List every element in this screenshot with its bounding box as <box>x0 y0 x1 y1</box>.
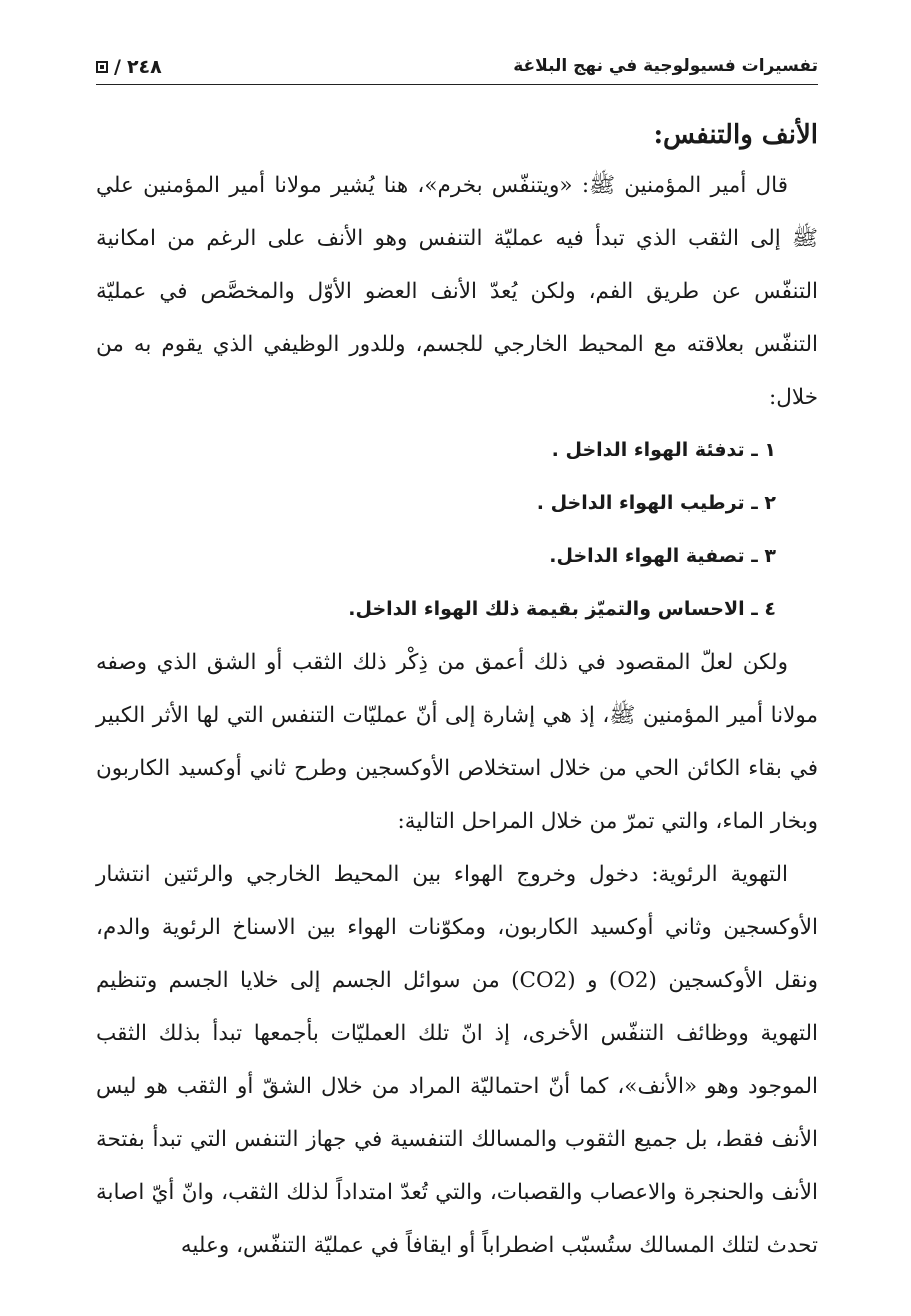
paragraph-intro: قال أمير المؤمنين ﷺ: «ويتنفّس بخرم»، هنا يُشير مولانا أمير المؤمنين علي ﷺ إلى الثقب الذي تبدأ فيه عمليّة التنفس وهو الأنف على الرغم من امكانية التنفّس عن طريق الفم، ولكن يُعدّ الأنف العضو الأوّل والمخصَّص في عمليّة التنفّس بعلاقته مع المحيط الخارجي للجسم، وللدور الوظيفي الذي يقوم به من خلال: <box>96 173 818 410</box>
paragraph-deeper-meaning: ولكن لعلّ المقصود في ذلك أعمق من ذِكْر ذلك الثقب أو الشق الذي وصفه مولانا أمير المؤمنين ﷺ، إذ هي إشارة إلى أنّ عمليّات التنفس التي لها الأثر الكبير في بقاء الكائن الحي من خلال استخلاص الأوكسجين وطرح ثاني أوكسيد الكاربون وبخار الماء، والتي تمرّ من خلال المراحل التالية: <box>96 650 818 834</box>
page-number: ٢٤٨ <box>126 56 162 78</box>
page-folio <box>96 56 162 84</box>
running-header <box>96 40 818 85</box>
list-item: ٤ ـ الاحساس والتميّز بقيمة ذلك الهواء الداخل. <box>348 598 776 620</box>
ornament-square-icon <box>96 61 108 73</box>
list-item: ١ ـ تدفئة الهواء الداخل . <box>551 439 776 461</box>
running-title: تفسيرات فسيولوجية في نهج البلاغة <box>513 56 818 76</box>
book-page <box>96 40 818 1272</box>
section-title: الأنف والتنفس: <box>653 120 818 150</box>
functions-list <box>96 424 818 636</box>
list-item: ٢ ـ ترطيب الهواء الداخل . <box>536 492 776 514</box>
paragraph-ventilation: التهوية الرئوية: دخول وخروج الهواء بين المحيط الخارجي والرئتين انتشار الأوكسجين وثاني أوكسيد الكاربون، ومكوّنات الهواء بين الاسناخ الرئوية والدم، ونقل الأوكسجين (O2) و (CO2) من سوائل الجسم إلى خلايا الجسم وتنظيم التهوية ووظائف التنفّس الأخرى، إذ انّ تلك العمليّات بأجمعها تبدأ بذلك الثقب الموجود وهو «الأنف»، كما أنّ احتماليّة المراد من خلال الشقّ أو الثقب هو ليس الأنف فقط، بل جميع الثقوب والمسالك التنفسية في جهاز التنفس التي تبدأ بفتحة الأنف والحنجرة والاعصاب والقصبات، والتي تُعدّ امتداداً لذلك الثقب، وانّ أيّ اصابة تحدث لتلك المسالك ستُسبّب اضطراباً أو ايقافاً في عمليّة التنفّس، وعليه <box>96 862 819 1258</box>
list-item: ٣ ـ تصفية الهواء الداخل. <box>549 545 776 567</box>
folio-separator: / <box>114 56 121 78</box>
